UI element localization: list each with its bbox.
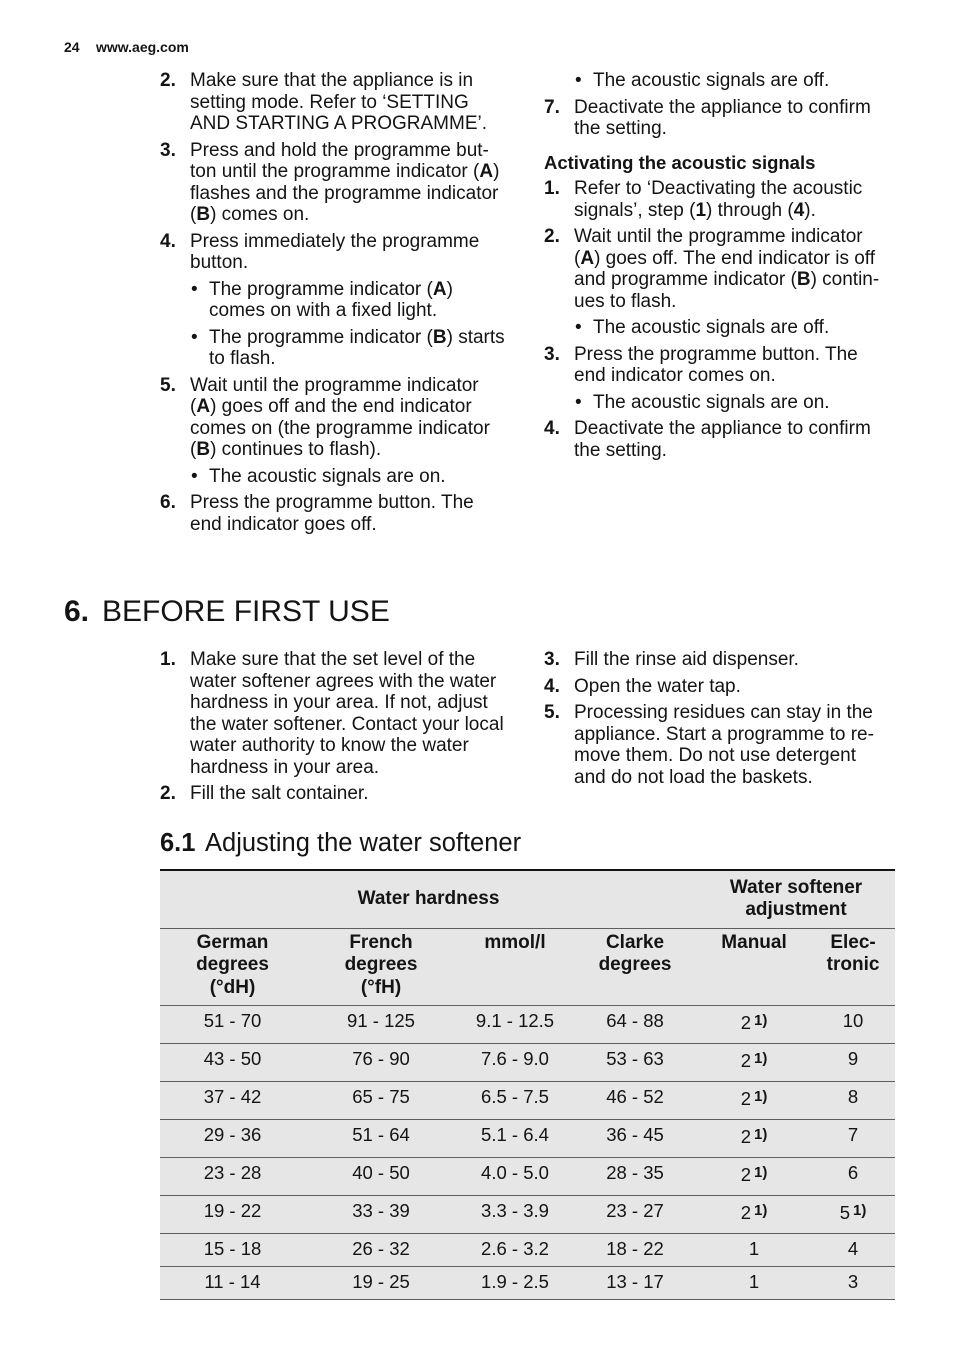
numbered-step: [544, 418, 924, 461]
col-header-clarke-degrees: [573, 928, 697, 1005]
french-degrees-cell: 76 - 90: [305, 1043, 457, 1081]
clarke-degrees-cell: 53 - 63: [573, 1043, 697, 1081]
step-text: [190, 783, 540, 805]
header-line: Elec-: [830, 931, 876, 953]
german-degrees-cell: 37 - 42: [160, 1081, 305, 1119]
text-line: [190, 492, 540, 514]
bullet-point: [160, 279, 540, 322]
text-run: appliance. Start a programme to re-: [574, 723, 874, 745]
text-line: [190, 252, 540, 274]
mmol-cell: 5.1 - 6.4: [457, 1119, 573, 1157]
electronic-setting-cell: 7: [811, 1119, 895, 1157]
text-run: Press the programme button. The: [190, 492, 474, 513]
group-header-row: [160, 870, 895, 928]
footnote-marker: 1): [754, 1201, 768, 1219]
text-run: ): [446, 278, 453, 300]
text-line: [574, 178, 924, 200]
text-run: ): [493, 161, 500, 182]
text-line: [209, 300, 540, 322]
setting-value: 2: [740, 1125, 751, 1147]
clarke-degrees-cell: 18 - 22: [573, 1233, 697, 1266]
step-text: [574, 418, 924, 461]
text-line: [574, 365, 924, 387]
text-run: Press immediately the programme: [190, 230, 480, 252]
bullet-text: [209, 279, 540, 322]
numbered-step: [544, 344, 924, 387]
step-number: 2.: [544, 226, 560, 247]
bullet-text: [209, 466, 540, 488]
french-degrees-cell: 51 - 64: [305, 1119, 457, 1157]
step-text: [574, 178, 924, 221]
text-run: water softener agrees with the water: [190, 670, 497, 692]
text-run: ton until the programme indicator (: [190, 161, 480, 182]
header-line: Clarke: [605, 931, 665, 953]
footnote-marker: 1): [754, 1011, 768, 1029]
step-text: [190, 375, 540, 461]
text-line: [190, 70, 540, 92]
text-line: [574, 118, 924, 140]
german-degrees-cell: 15 - 18: [160, 1233, 305, 1266]
header-line: French: [349, 931, 413, 953]
text-line: [593, 70, 924, 92]
text-run: ) goes off. The end indicator is off: [594, 247, 876, 269]
numbered-step: [544, 702, 924, 788]
header-line: degrees: [598, 954, 672, 975]
german-degrees-cell: 23 - 28: [160, 1157, 305, 1195]
table-row: [160, 1081, 895, 1119]
text-line: [190, 231, 540, 253]
step-number: 3.: [160, 139, 176, 161]
bullet-point: [544, 317, 924, 339]
text-run: ) goes off and the end indicator: [210, 396, 472, 417]
mmol-cell: 7.6 - 9.0: [457, 1043, 573, 1081]
manual-setting-cell: [697, 1005, 811, 1043]
electronic-setting-cell: 9: [811, 1043, 895, 1081]
text-line: [190, 692, 540, 714]
text-run: The acoustic signals are on.: [593, 391, 830, 413]
step-text: [574, 676, 924, 698]
bold-reference: 1: [695, 199, 707, 221]
text-run: flashes and the programme indicator: [190, 182, 499, 204]
step-text: [574, 226, 924, 312]
french-degrees-cell: 26 - 32: [305, 1233, 457, 1266]
bullet-point: [160, 327, 540, 370]
text-run: hardness in your area. If not, adjust: [190, 692, 488, 713]
bold-reference: B: [796, 269, 811, 290]
numbered-step: [160, 492, 540, 535]
text-run: Wait until the programme indicator: [574, 226, 863, 247]
mmol-cell: 3.3 - 3.9: [457, 1195, 573, 1233]
footnote-marker: 1): [754, 1163, 768, 1181]
text-run: ) contin-: [810, 269, 880, 290]
text-run: Open the water tap.: [574, 675, 741, 697]
bullet-text: [209, 327, 540, 370]
numbered-step: [160, 375, 540, 461]
bullet-point: [544, 70, 924, 92]
table-row: [160, 1043, 895, 1081]
french-degrees-cell: 65 - 75: [305, 1081, 457, 1119]
electronic-setting-cell: 10: [811, 1005, 895, 1043]
numbered-step: [160, 140, 540, 226]
text-run: Make sure that the set level of the: [190, 649, 476, 670]
table-row: [160, 1119, 895, 1157]
german-degrees-cell: 43 - 50: [160, 1043, 305, 1081]
text-line: [190, 514, 540, 536]
text-run: Wait until the programme indicator: [190, 374, 479, 396]
bullet-icon: •: [191, 465, 198, 487]
bullet-icon: •: [191, 326, 198, 348]
text-run: The acoustic signals are off.: [593, 317, 830, 338]
text-line: [190, 375, 540, 397]
footnote-marker: 1): [754, 1125, 768, 1143]
table-row: [160, 1195, 895, 1233]
text-line: [574, 745, 924, 767]
text-run: comes on with a fixed light.: [209, 300, 438, 321]
text-run: end indicator comes on.: [574, 365, 776, 386]
text-line: [574, 200, 924, 222]
bullet-point: [544, 392, 924, 414]
clarke-degrees-cell: 46 - 52: [573, 1081, 697, 1119]
manual-setting-cell: [697, 1081, 811, 1119]
clarke-degrees-cell: 36 - 45: [573, 1119, 697, 1157]
water-hardness-table: [160, 869, 895, 1300]
mmol-cell: 2.6 - 3.2: [457, 1233, 573, 1266]
steps-column-right: [544, 70, 924, 461]
header-line: degrees: [196, 954, 269, 975]
text-run: AND STARTING A PROGRAMME’.: [190, 113, 488, 134]
electronic-setting-cell: 4: [811, 1233, 895, 1266]
bullet-icon: •: [575, 391, 582, 413]
table-row: [160, 1233, 895, 1266]
text-run: Make sure that the appliance is in: [190, 70, 474, 91]
bold-reference: B: [432, 326, 447, 348]
step-text: [190, 492, 540, 535]
section-number: 6.: [64, 595, 90, 628]
setting-value: 2: [740, 1011, 751, 1033]
bold-reference: B: [196, 439, 211, 460]
header-line: (°fH): [360, 976, 402, 998]
text-line: [190, 396, 540, 418]
electronic-setting-cell: 8: [811, 1081, 895, 1119]
text-line: [544, 152, 924, 174]
numbered-step: [544, 226, 924, 312]
text-run: Activating the acoustic signals: [544, 151, 816, 173]
text-run: (: [574, 247, 581, 269]
footnote-marker: 1): [853, 1201, 867, 1219]
text-run: Fill the rinse aid dispenser.: [574, 649, 799, 670]
text-run: button.: [190, 252, 249, 273]
clarke-degrees-cell: 23 - 27: [573, 1195, 697, 1233]
manual-setting-cell: [697, 1119, 811, 1157]
header-line: Water softener: [729, 876, 863, 898]
text-run: ues to flash.: [574, 290, 677, 312]
text-line: [574, 676, 924, 698]
text-run: signals’, step (: [574, 199, 696, 221]
header-line: adjustment: [745, 899, 847, 921]
text-line: [574, 291, 924, 313]
numbered-step: [544, 97, 924, 140]
group-header-softener-adjustment: [697, 870, 895, 928]
text-line: [574, 724, 924, 746]
manual-setting-cell: 1: [697, 1266, 811, 1299]
text-run: and do not load the baskets.: [574, 766, 813, 788]
subsection-number: 6.1: [160, 829, 196, 857]
bold-reference: A: [196, 396, 211, 417]
setting-value: 2: [740, 1163, 751, 1185]
text-line: [574, 767, 924, 789]
mmol-cell: 1.9 - 2.5: [457, 1266, 573, 1299]
setting-value: 2: [740, 1087, 751, 1109]
text-line: [190, 757, 540, 779]
step-number: 5.: [544, 702, 560, 723]
text-run: The acoustic signals are off.: [593, 70, 830, 91]
clarke-degrees-cell: 64 - 88: [573, 1005, 697, 1043]
step-number: 3.: [544, 649, 560, 670]
text-line: [574, 440, 924, 462]
electronic-setting-cell: 6: [811, 1157, 895, 1195]
first-use-steps-right: [544, 649, 924, 788]
text-line: [209, 279, 540, 301]
electronic-setting-cell: 3: [811, 1266, 895, 1299]
text-line: [190, 783, 540, 805]
footnote-marker: 1): [754, 1087, 768, 1105]
setting-value: 2: [740, 1201, 751, 1223]
numbered-step: [160, 70, 540, 135]
text-run: The acoustic signals are on.: [209, 465, 446, 487]
steps-column-left: [160, 70, 540, 535]
setting-value: 2: [740, 1049, 751, 1071]
text-line: [190, 161, 540, 183]
french-degrees-cell: 40 - 50: [305, 1157, 457, 1195]
text-run: Processing residues can stay in the: [574, 702, 873, 723]
bold-reference: 4: [793, 199, 805, 221]
step-text: [574, 649, 924, 671]
text-line: [190, 140, 540, 162]
clarke-degrees-cell: 28 - 35: [573, 1157, 697, 1195]
text-run: setting mode. Refer to ‘SETTING: [190, 91, 469, 113]
table-body: [160, 1005, 895, 1299]
bullet-icon: •: [191, 278, 198, 300]
text-line: [574, 702, 924, 724]
text-run: The programme indicator (: [209, 326, 433, 348]
text-run: (: [190, 396, 197, 417]
subsection-heading-water-softener: [160, 828, 521, 858]
bullet-point: [160, 466, 540, 488]
header-line: Water hardness: [357, 888, 500, 909]
text-run: the setting.: [574, 118, 667, 139]
header-line: German: [196, 931, 269, 953]
text-line: [209, 466, 540, 488]
section-heading-before-first-use: [64, 594, 390, 630]
text-line: [574, 649, 924, 671]
text-run: water authority to know the water: [190, 735, 469, 756]
text-run: Refer to ‘Deactivating the acoustic: [574, 178, 863, 199]
text-line: [190, 439, 540, 461]
text-line: [190, 183, 540, 205]
step-number: 7.: [544, 96, 560, 118]
section-title: BEFORE FIRST USE: [102, 595, 390, 628]
bullet-text: [593, 392, 924, 414]
text-run: the water softener. Contact your local: [190, 713, 504, 735]
mmol-cell: 4.0 - 5.0: [457, 1157, 573, 1195]
text-run: The programme indicator (: [209, 278, 433, 300]
first-use-steps-left: [160, 649, 540, 805]
header-line: Manual: [721, 931, 787, 953]
text-run: to flash.: [209, 348, 276, 369]
step-text: [574, 702, 924, 788]
step-number: 1.: [160, 649, 176, 670]
text-run: (: [190, 204, 197, 225]
text-line: [190, 418, 540, 440]
text-run: ) through (: [706, 199, 794, 221]
step-number: 4.: [160, 230, 176, 252]
text-run: Fill the salt container.: [190, 783, 369, 804]
step-text: [190, 140, 540, 226]
column-header-row: [160, 928, 895, 1005]
step-number: 2.: [160, 783, 176, 804]
bullet-icon: •: [575, 70, 582, 91]
step-text: [190, 649, 540, 778]
step-number: 5.: [160, 374, 176, 396]
col-header-french-degrees: [305, 928, 457, 1005]
text-line: [574, 97, 924, 119]
subsection-title: Adjusting the water softener: [205, 829, 522, 857]
header-line: mmol/l: [484, 931, 546, 953]
numbered-step: [160, 783, 540, 805]
text-run: hardness in your area.: [190, 756, 380, 778]
text-run: ) continues to flash).: [210, 439, 382, 460]
text-run: and programme indicator (: [574, 269, 797, 290]
header-line: tronic: [826, 954, 880, 975]
text-line: [190, 113, 540, 135]
text-line: [574, 344, 924, 366]
table-row: [160, 1266, 895, 1299]
text-run: ) starts: [446, 326, 505, 348]
text-run: comes on (the programme indicator: [190, 417, 490, 439]
text-line: [190, 735, 540, 757]
text-run: Deactivate the appliance to confirm: [574, 418, 871, 439]
german-degrees-cell: 51 - 70: [160, 1005, 305, 1043]
footnote-marker: 1): [754, 1049, 768, 1067]
bold-reference: A: [479, 161, 494, 182]
text-line: [574, 418, 924, 440]
table-row: [160, 1005, 895, 1043]
manual-setting-cell: [697, 1195, 811, 1233]
table-row: [160, 1157, 895, 1195]
step-number: 4.: [544, 675, 560, 697]
bold-reference: B: [196, 204, 211, 225]
step-text: [190, 231, 540, 274]
step-text: [190, 70, 540, 135]
mmol-cell: 6.5 - 7.5: [457, 1081, 573, 1119]
numbered-step: [544, 178, 924, 221]
step-number: 6.: [160, 492, 176, 513]
manual-setting-cell: 1: [697, 1233, 811, 1266]
subheading: [544, 152, 924, 174]
text-line: [574, 226, 924, 248]
bullet-icon: •: [575, 317, 582, 338]
text-run: end indicator goes off.: [190, 513, 377, 535]
header-line: degrees: [344, 954, 418, 975]
bullet-text: [593, 70, 924, 92]
text-line: [574, 269, 924, 291]
step-text: [574, 97, 924, 140]
header-line: (°dH): [209, 976, 256, 998]
group-header-water-hardness: [160, 870, 697, 928]
bold-reference: A: [580, 247, 595, 269]
text-line: [209, 327, 540, 349]
text-line: [209, 348, 540, 370]
text-run: the setting.: [574, 439, 667, 461]
german-degrees-cell: 29 - 36: [160, 1119, 305, 1157]
text-run: Deactivate the appliance to confirm: [574, 96, 871, 118]
col-header-german-degrees: [160, 928, 305, 1005]
setting-value: 5: [839, 1201, 851, 1223]
clarke-degrees-cell: 13 - 17: [573, 1266, 697, 1299]
text-run: (: [190, 439, 197, 460]
step-number: 4.: [544, 418, 560, 439]
manual-setting-cell: [697, 1157, 811, 1195]
german-degrees-cell: 11 - 14: [160, 1266, 305, 1299]
text-run: ) comes on.: [210, 204, 310, 225]
page-number: 24: [64, 39, 80, 55]
text-line: [593, 392, 924, 414]
text-line: [190, 714, 540, 736]
step-text: [574, 344, 924, 387]
col-header-electronic: [811, 928, 895, 1005]
manual-setting-cell: [697, 1043, 811, 1081]
website-url: www.aeg.com: [96, 39, 189, 55]
text-line: [190, 92, 540, 114]
text-run: move them. Do not use detergent: [574, 745, 856, 766]
text-run: Press and hold the programme but-: [190, 139, 489, 161]
numbered-step: [160, 649, 540, 778]
text-line: [574, 248, 924, 270]
step-number: 1.: [544, 178, 560, 199]
text-line: [190, 204, 540, 226]
numbered-step: [160, 231, 540, 274]
electronic-setting-cell: [811, 1195, 895, 1233]
numbered-step: [544, 649, 924, 671]
text-line: [190, 649, 540, 671]
french-degrees-cell: 19 - 25: [305, 1266, 457, 1299]
text-line: [593, 317, 924, 339]
german-degrees-cell: 19 - 22: [160, 1195, 305, 1233]
text-run: ).: [804, 199, 816, 221]
text-run: Press the programme button. The: [574, 343, 858, 365]
text-line: [190, 671, 540, 693]
step-number: 3.: [544, 343, 560, 365]
french-degrees-cell: 33 - 39: [305, 1195, 457, 1233]
mmol-cell: 9.1 - 12.5: [457, 1005, 573, 1043]
col-header-mmol: [457, 928, 573, 1005]
french-degrees-cell: 91 - 125: [305, 1005, 457, 1043]
bullet-text: [593, 317, 924, 339]
step-number: 2.: [160, 70, 176, 91]
numbered-step: [544, 676, 924, 698]
bold-reference: A: [432, 278, 447, 300]
col-header-manual: [697, 928, 811, 1005]
